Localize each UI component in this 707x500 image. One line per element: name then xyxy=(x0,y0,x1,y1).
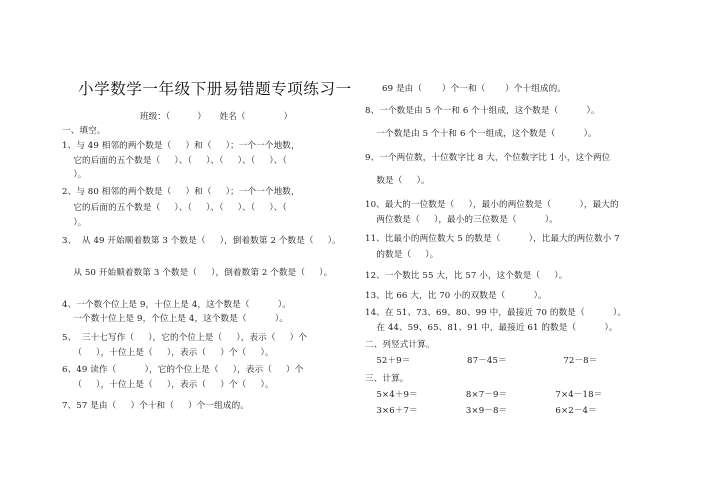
section-vertical-calc-heading: 二、列竖式计算。 xyxy=(365,340,435,350)
question-4-line-2: 一个数十位上是 9，个位上是 4，这个数是（ ）。 xyxy=(62,314,289,324)
question-7-line-2: 69 是由（ ）个一和（ ）个十组成的。 xyxy=(382,84,567,94)
question-8-line-1: 8、一个数是由 5 个一和 6 个十组成，这个数是（ ）。 xyxy=(365,106,600,116)
question-14-line-1: 14、在 51、73、69、80、99 中，最接近 70 的数是（ ）。 xyxy=(365,308,627,318)
question-4-line-1: 4、一个数个位上是 9，十位上是 4，这个数是（ ）。 xyxy=(62,300,291,310)
question-1-line-3: ）。 xyxy=(62,170,87,180)
class-name-line: 班级：（ ） 姓名（ ） xyxy=(140,112,293,122)
question-6-line-2: （ ），十位上是（ ），表示（ ）个（ ）。 xyxy=(62,380,274,390)
question-6-line-1: 6、49 读作（ ），它的个位上是（ ），表示（ ）个 xyxy=(62,365,304,375)
question-11-line-1: 11、比最小的两位数大 5 的数是（ ），比最大的两位数小 7 xyxy=(365,234,620,244)
section-fill-in-heading: 一、填空。 xyxy=(62,126,106,136)
question-9-line-1: 9、一个两位数，十位数字比 8 大，个位数字比 1 小，这个两位 xyxy=(365,153,611,163)
question-2-line-3: ）。 xyxy=(62,218,87,228)
calc-problems-row-1: 5×4＋9＝ 8×7－9＝ 7×4－18＝ xyxy=(365,390,603,400)
question-3-line-1: 3、 从 49 开始顺着数第 3 个数是（ ），倒着数第 2 个数是（ ）。 xyxy=(62,236,341,246)
question-12: 12、一个数比 55 大，比 57 小，这个数是（ ）。 xyxy=(365,271,568,281)
question-1-line-2: 它的后面的五个数是（ ）、（ ）、（ ）、（ ）、（ xyxy=(62,156,287,166)
question-3-line-2: 从 50 开始顺着数第 3 个数是（ ），倒着数第 2 个数是（ ）。 xyxy=(62,268,333,278)
question-10-line-1: 10、最大的一位数是（ ），最小的两位数是（ ），最大的 xyxy=(365,200,619,210)
question-2-line-1: 2、与 80 相邻的两个数是（ ）和（ ）；一个一个地数， xyxy=(62,187,300,197)
vertical-calc-problems: 52＋9＝ 87－45＝ 72－8＝ xyxy=(365,356,598,366)
question-8-line-2: 一个数是由 5 个十和 6 个一组成，这个数是（ ）。 xyxy=(365,129,597,139)
question-9-line-2: 数是（ ）。 xyxy=(365,176,430,186)
section-calc-heading: 三、计算。 xyxy=(365,374,409,384)
page-title: 小学数学一年级下册易错题专项练习一 xyxy=(78,80,352,98)
question-1-line-1: 1、与 49 相邻的两个数是（ ）和（ ）；一个一个地数， xyxy=(62,141,300,151)
question-10-line-2: 两位数是（ ），最小的三位数是（ ）。 xyxy=(365,215,558,225)
question-14-line-2: 在 44、59、65、81、91 中，最接近 61 的数是（ ）。 xyxy=(365,323,618,333)
question-11-line-2: 的数是（ ）。 xyxy=(365,250,439,260)
question-5-line-2: （ ），十位上是（ ），表示（ ）个（ ）。 xyxy=(62,348,274,358)
question-13: 13、比 66 大，比 70 小的双数是（ ）。 xyxy=(365,291,547,301)
question-5-line-1: 5、 三十七写作（ ），它的个位上是（ ），表示（ ）个 xyxy=(62,333,308,343)
calc-problems-row-2: 3×6＋7＝ 3×9－8＝ 6×2－4＝ xyxy=(365,406,597,416)
question-7-line-1: 7、57 是由（ ）个十和（ ）个一组成的。 xyxy=(62,401,249,411)
question-2-line-2: 它的后面的五个数是（ ）、（ ）、（ ）、（ ）、（ xyxy=(62,203,287,213)
